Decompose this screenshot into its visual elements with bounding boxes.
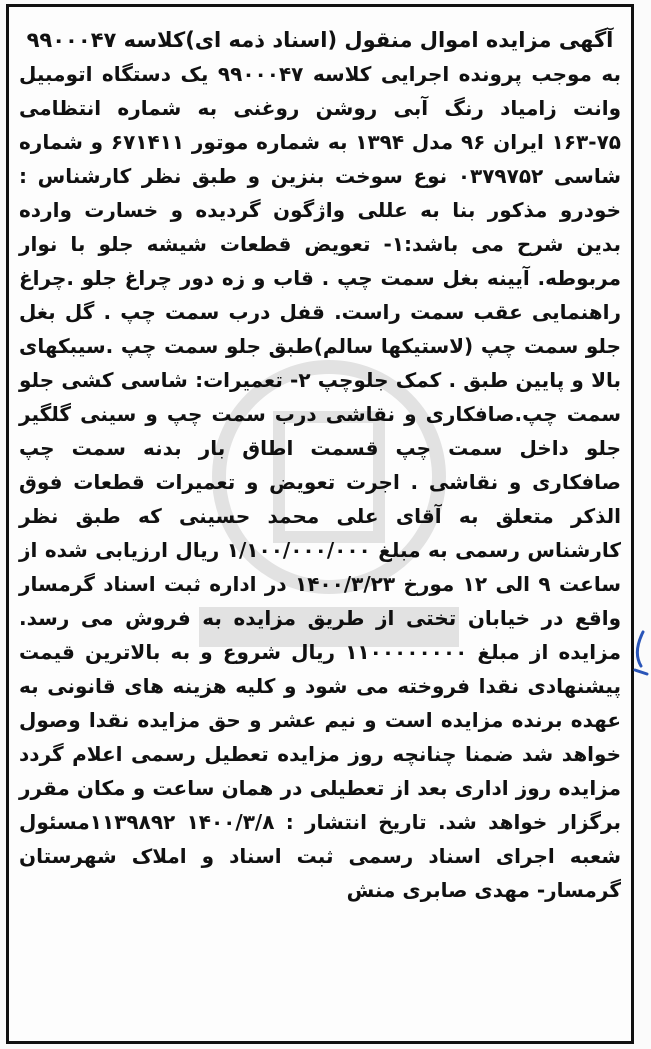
notice [9,7,631,907]
notice-frame [6,4,634,1044]
notice-title: آگهی مزایده اموال منقول (اسناد ذمه ای)کلاسه ۹۹۰۰۰۴۷ [26,28,614,52]
notice-body: به موجب پرونده اجرایی کلاسه ۹۹۰۰۰۴۷ یک دستگاه اتومبیل وانت زامیاد رنگ آبی روشن روغنی به شماره انتظامی ۷۵-۱۶۳ ایران ۹۶ مدل ۱۳۹۴ به شماره موتور ۶۷۱۴۱۱ و شماره شاسی ۰۳۷۹۷۵۲ نوع سوخت بنزین و طبق نظر کارشناس : خودرو مذکور بنا به عللی واژگون گردیده و خسارت وارده بدین شرح می باشد:۱- تعویض قطعات شیشه جلو با نوار مربوطه. آیینه بغل سمت چپ . قاب و زه دور چراغ جلو .چراغ راهنمایی عقب سمت راست. قفل درب سمت چپ . گل بغل جلو سمت چپ (لاستیکها سالم)طبق جلو سمت چپ .سیبکهای بالا و پایین طبق . کمک جلوچپ ۲- تعمیرات: شاسی کشی جلو سمت چپ.صافکاری و نقاشی درب سمت چپ و سینی گلگیر جلو داخل سمت چپ قسمت اطاق بار بدنه سمت چپ صافکاری و نقاشی . اجرت تعویض و تعمیرات قطعات فوق الذکر متعلق به آقای علی محمد حسینی که طبق نظر کارشناس رسمی به مبلغ ۱/۱۰۰/۰۰۰/۰۰۰ ریال ارزیابی شده از ساعت ۹ الی ۱۲ مورخ ۱۴۰۰/۳/۲۳ در اداره ثبت اسناد گرمسار واقع در خیابان تختی از طریق مزایده به فروش می رسد. مزایده از مبلغ ۱۱۰۰۰۰۰۰۰۰ ریال شروع و به بالاترین قیمت پیشنهادی نقدا فروخته می شود و کلیه هزینه های قانونی به عهده برنده مزایده است و نیم عشر و حق مزایده نقدا وصول خواهد شد ضمنا چنانچه روز مزایده تعطیل رسمی اعلام گردد مزایده روز اداری بعد از تعطیلی در همان ساعت و مکان مقرر برگزار خواهد شد. تاریخ انتشار : ۱۴۰۰/۳/۸ ۱۱۳۹۸۹۲مسئول شعبه اجرای اسناد رسمی ثبت اسناد و املاک شهرستان گرمسار- مهدی صابری منش [19,62,622,902]
pen-mark-icon [629,630,651,682]
